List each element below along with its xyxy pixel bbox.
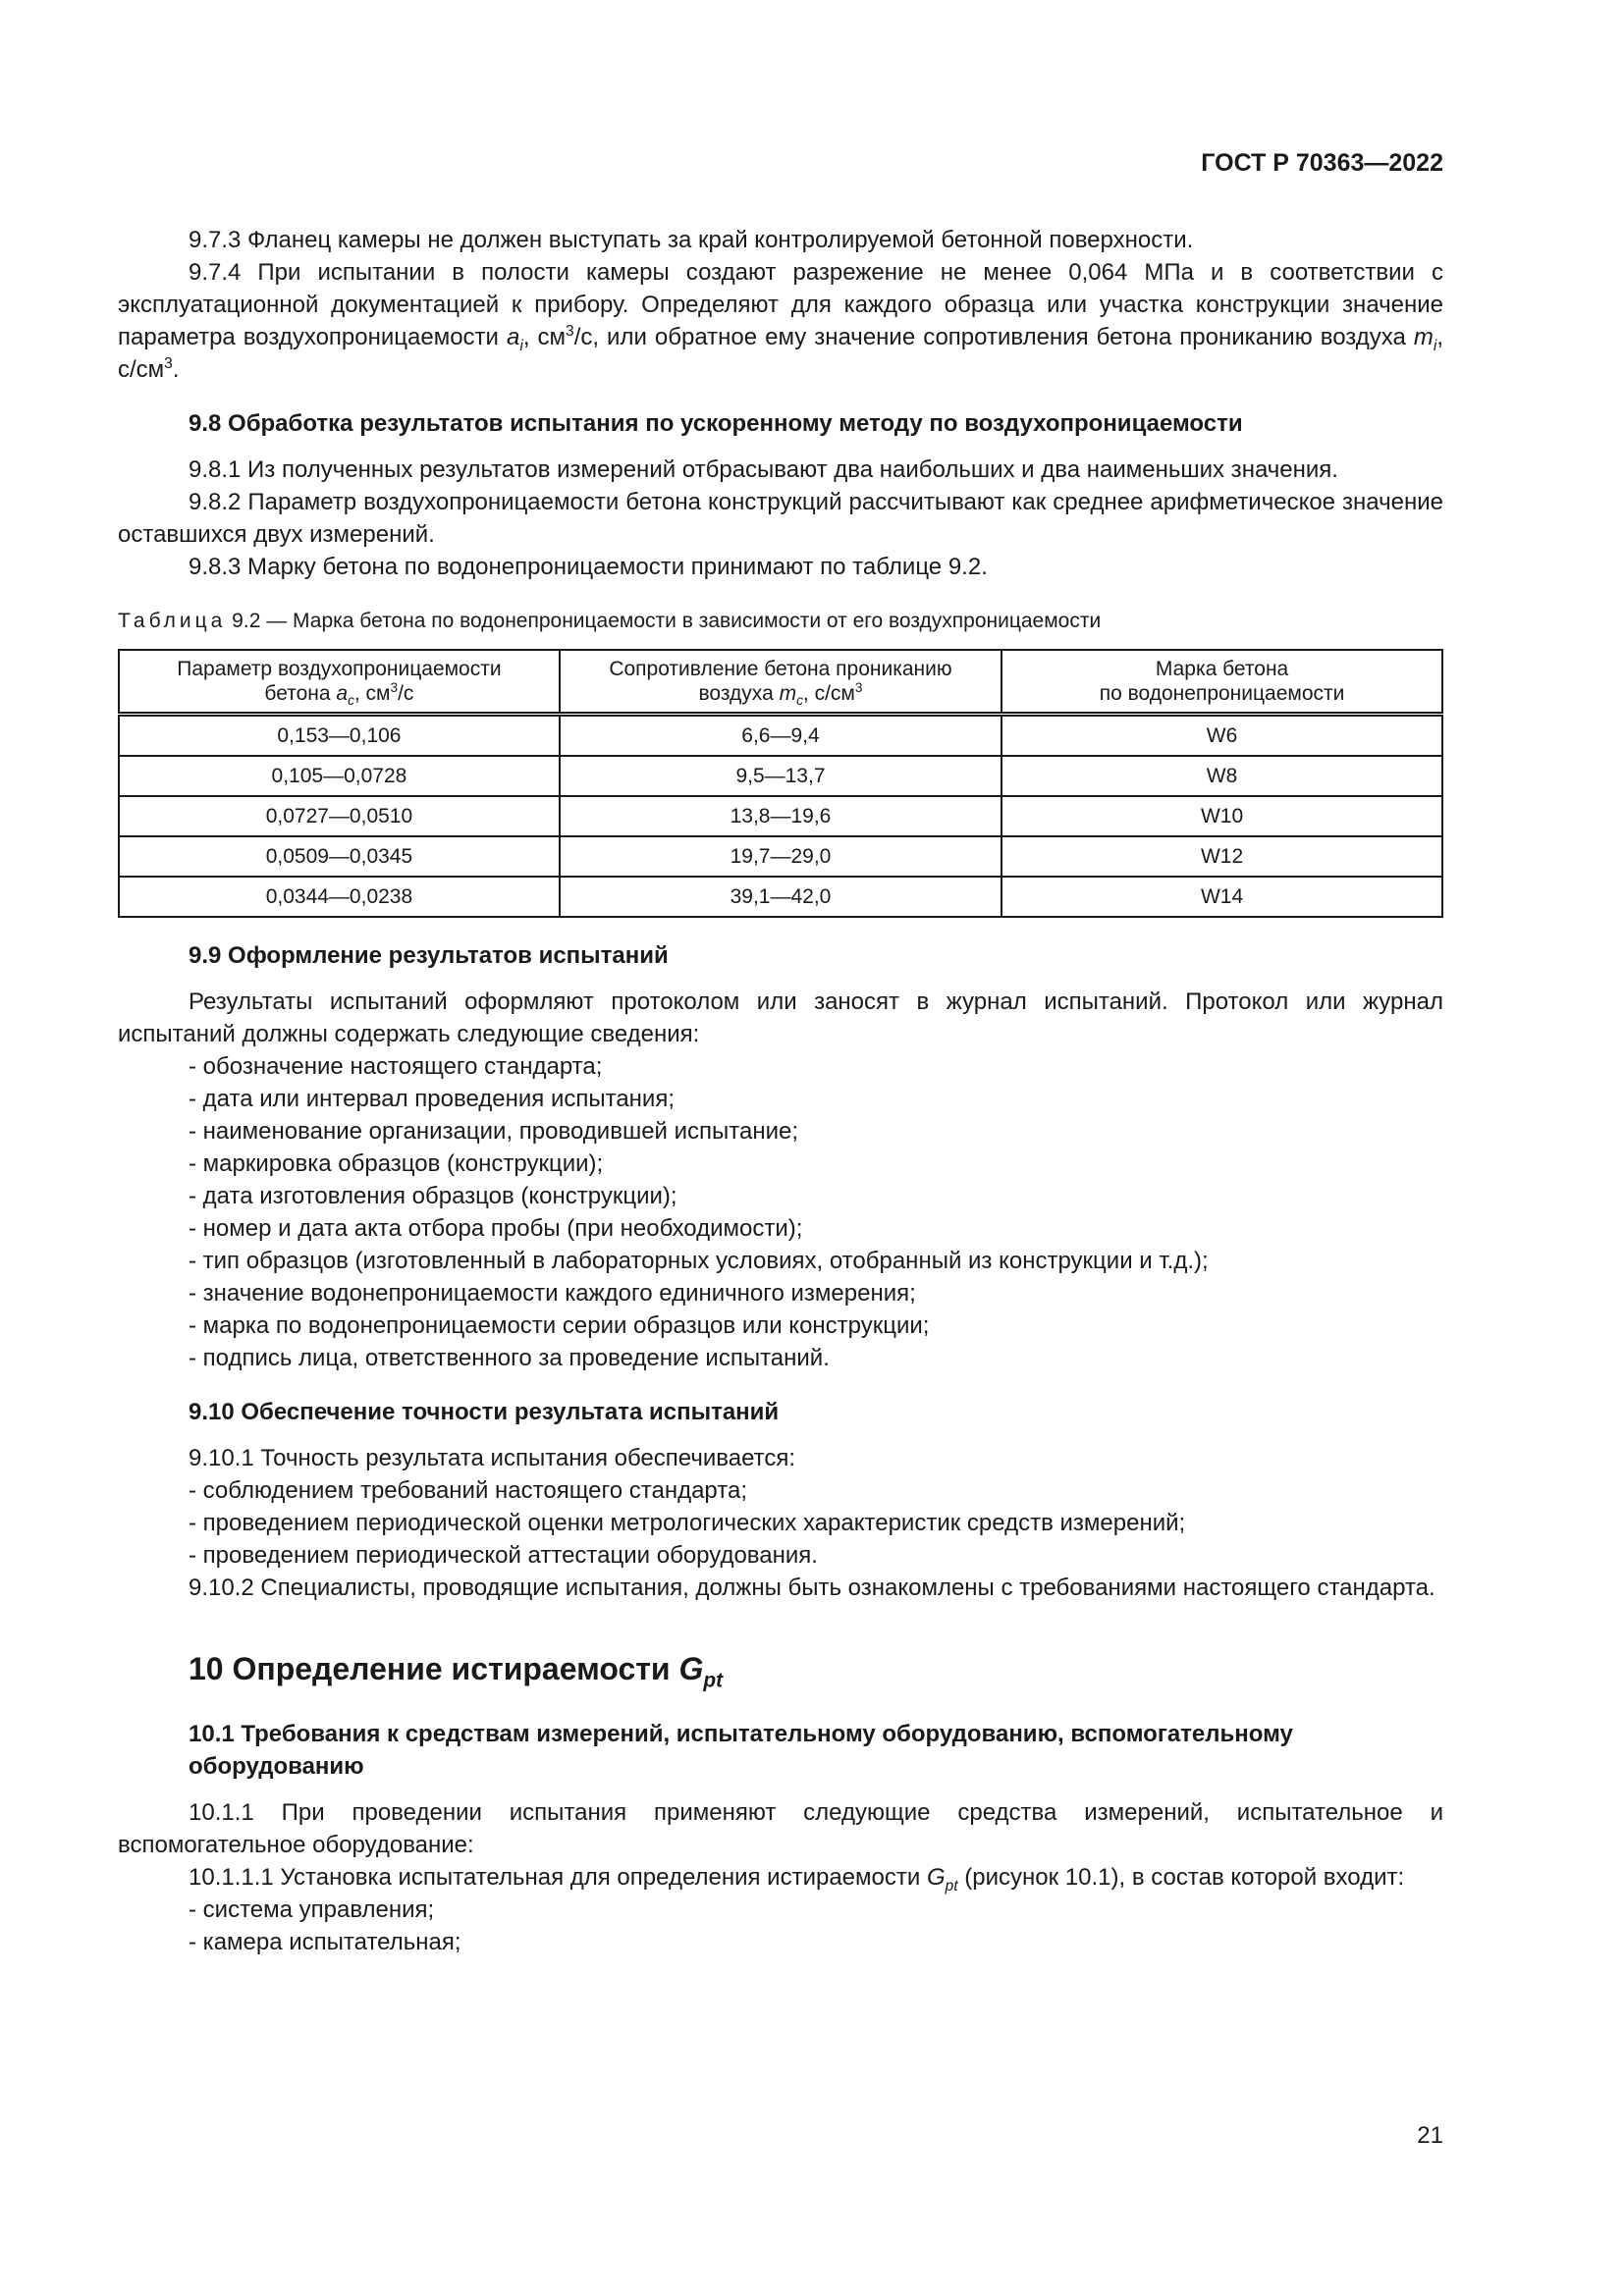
page-content <box>118 224 1443 1958</box>
table-row <box>119 796 1442 836</box>
table-cell: 0,0727—0,0510 <box>119 796 560 836</box>
paragraph-9-8-3: 9.8.3 Марку бетона по водонепроницаемости принимают по таблице 9.2. <box>189 554 988 580</box>
table-cell: 19,7—29,0 <box>560 836 1001 877</box>
paragraph-9-10-1: 9.10.1 Точность результата испытания обеспечивается: <box>189 1445 795 1471</box>
section-9-9-heading: 9.9 Оформление результатов испытаний <box>189 942 669 969</box>
page-number: 21 <box>1417 2122 1443 2149</box>
list-item: - дата или интервал проведения испытания; <box>189 1086 675 1112</box>
table-cell: 9,5—13,7 <box>560 756 1001 796</box>
list-item: - камера испытательная; <box>189 1929 461 1955</box>
list-item: - система управления; <box>189 1896 435 1923</box>
section-10-1-heading: 10.1 Требования к средствам измерений, испытательному оборудованию, вспомогательному оборудованию <box>189 1721 1293 1780</box>
paragraph-10-1-1: 10.1.1 При проведении испытания применяют следующие средства измерений, испытательное и вспомогательное оборудование: <box>118 1799 1443 1858</box>
section-10-heading: 10 Определение истираемости $G_{pt}$ <box>189 1651 724 1692</box>
table-row <box>119 836 1442 877</box>
table-cell: 6,6—9,4 <box>560 715 1001 757</box>
column-header-air-permeability: Параметр воздухопроницаемости бетона $a_c$, $см^3/с$ <box>119 650 560 715</box>
list-item: - марка по водонепроницаемости серии образцов или конструкции; <box>189 1312 930 1339</box>
list-item: - дата изготовления образцов (конструкции); <box>189 1183 677 1209</box>
section-9-8-heading: 9.8 Обработка результатов испытания по ускоренному методу по воздухопроницаемости <box>189 410 1243 437</box>
table-cell: 0,0344—0,0238 <box>119 877 560 917</box>
paragraph-9-7-4: 9.7.4 При испытании в полости камеры создают разрежение не менее 0,064 МПа и в соответствии с эксплуатационной документацией к прибору. Определяют для каждого образца или участка конструкции значение параметра воздухопроницаемости $a_i$, $см^3/с$, или обратное ему значение сопротивления бетона прониканию воздуха $m_i$, $с/см^3$. <box>118 259 1443 383</box>
table-cell: W8 <box>1001 756 1442 796</box>
list-item: - соблюдением требований настоящего стандарта; <box>189 1477 747 1504</box>
column-header-air-resistance: Сопротивление бетона прониканию воздуха $m_c$, $с/см^3$ <box>560 650 1001 715</box>
table-cell: 39,1—42,0 <box>560 877 1001 917</box>
paragraph-9-10-2: 9.10.2 Специалисты, проводящие испытания, должны быть ознакомлены с требованиями настоящего стандарта. <box>189 1575 1435 1601</box>
paragraph-9-7-3: 9.7.3 Фланец камеры не должен выступать за край контролируемой бетонной поверхности. <box>189 227 1194 253</box>
paragraph-9-8-2: 9.8.2 Параметр воздухопроницаемости бетона конструкций рассчитывают как среднее арифметическое значение оставшихся двух измерений. <box>118 489 1443 548</box>
table-cell: W6 <box>1001 715 1442 757</box>
table-header-row <box>119 650 1442 715</box>
table-row <box>119 756 1442 796</box>
list-item: - наименование организации, проводившей испытание; <box>189 1118 799 1145</box>
table-caption: Таблица 9.2 — Марка бетона по водонепроницаемости в зависимости от его воздухпроницаемости <box>118 610 1102 632</box>
table-row <box>119 877 1442 917</box>
list-item: - тип образцов (изготовленный в лабораторных условиях, отобранный из конструкции и т.д.); <box>189 1248 1209 1274</box>
list-item: - проведением периодической оценки метрологических характеристик средств измерений; <box>189 1510 1186 1536</box>
table-cell: 0,105—0,0728 <box>119 756 560 796</box>
table-cell: W14 <box>1001 877 1442 917</box>
list-item: - номер и дата акта отбора пробы (при необходимости); <box>189 1215 803 1242</box>
table-cell: W10 <box>1001 796 1442 836</box>
table-cell: 13,8—19,6 <box>560 796 1001 836</box>
section-9-10-heading: 9.10 Обеспечение точности результата испытаний <box>189 1399 780 1425</box>
list-item: - проведением периодической аттестации оборудования. <box>189 1542 818 1569</box>
document-code-header: ГОСТ Р 70363—2022 <box>1201 149 1443 177</box>
table-row <box>119 715 1442 757</box>
table-9-2 <box>118 649 1443 918</box>
table-cell: 0,153—0,106 <box>119 715 560 757</box>
list-item: - обозначение настоящего стандарта; <box>189 1053 603 1080</box>
paragraph-9-9-intro: Результаты испытаний оформляют протоколом или заносят в журнал испытаний. Протокол или журнал испытаний должны содержать следующие сведения: <box>118 988 1443 1047</box>
table-cell: W12 <box>1001 836 1442 877</box>
list-item: - маркировка образцов (конструкции); <box>189 1150 604 1177</box>
paragraph-9-8-1: 9.8.1 Из полученных результатов измерений отбрасывают два наибольших и два наименьших значения. <box>189 456 1338 483</box>
table-cell: 0,0509—0,0345 <box>119 836 560 877</box>
paragraph-10-1-1-1: 10.1.1.1 Установка испытательная для определения истираемости $G_{pt}$ (рисунок 10.1), в состав которой входит: <box>189 1864 1405 1895</box>
column-header-water-grade: Марка бетона по водонепроницаемости <box>1001 650 1442 715</box>
list-item: - подпись лица, ответственного за проведение испытаний. <box>189 1345 830 1371</box>
list-item: - значение водонепроницаемости каждого единичного измерения; <box>189 1280 916 1307</box>
